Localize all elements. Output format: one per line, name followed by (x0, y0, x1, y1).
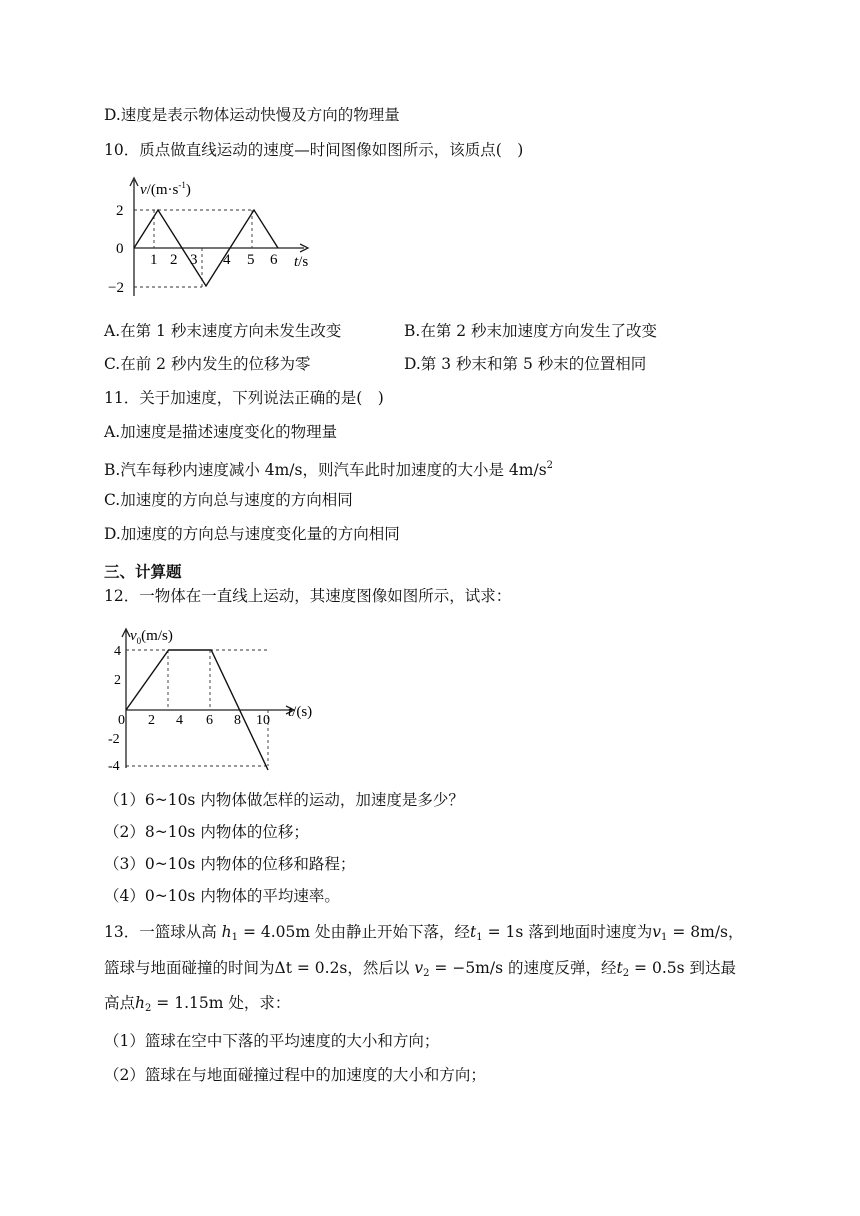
q13-sub2: （2）篮球在与地面碰撞过程中的加速度的大小和方向； (104, 1066, 486, 1084)
q10-stem: 10．质点做直线运动的速度—时间图像如图所示，该质点( ) (104, 141, 524, 159)
q12-sub4: （4）0~10s 内物体的平均速率。 (104, 887, 340, 905)
y-tick-neg4: -4 (108, 759, 120, 772)
x-tick-6: 6 (270, 252, 278, 268)
x-tick-0: 0 (118, 713, 125, 728)
y-axis-label: $v_0(m/s)$ (130, 628, 173, 646)
q11-option-d: D.加速度的方向总与速度变化量的方向相同 (104, 525, 400, 543)
x-tick-5: 5 (247, 252, 255, 268)
y-tick-2: 2 (116, 203, 124, 219)
y-tick-neg2: -2 (108, 732, 120, 747)
x-tick-1: 1 (150, 252, 158, 268)
q10-option-b: B.在第 2 秒末加速度方向发生了改变 (404, 322, 658, 340)
q10-chart (104, 174, 324, 304)
x-tick-8: 8 (234, 713, 241, 728)
y-axis-label: $v/(m\cdot s^{-1})$ (140, 180, 191, 198)
q11-option-b: B.汽车每秒内速度减小 4m/s，则汽车此时加速度的大小是 $4m/s^2$ (104, 460, 554, 479)
q13-line3: 高点$h_2 = 1.15m$ 处，求： (104, 994, 291, 1014)
q12-sub1: （1）6~10s 内物体做怎样的运动，加速度是多少？ (104, 791, 464, 809)
q11-option-c: C.加速度的方向总与速度的方向相同 (104, 491, 353, 509)
section-heading: 三、计算题 (104, 563, 182, 581)
q11-stem: 11．关于加速度，下列说法正确的是( ) (104, 389, 384, 407)
x-tick-4: 4 (223, 252, 231, 268)
x-axis-label: t/(s) (288, 704, 313, 720)
q13-line1: 13．一篮球从高 $h_1 = 4.05m$ 处由静止开始下落，经$t_1 = 1s$ 落到地面时速度为$v_1 = 8m/s$， (104, 923, 744, 943)
x-axis-label: t/s (294, 254, 309, 270)
q13-sub1: （1）篮球在空中下落的平均速度的大小和方向； (104, 1032, 440, 1050)
x-tick-2: 2 (170, 252, 178, 268)
x-tick-10: 10 (256, 713, 270, 728)
guide-lines (126, 650, 268, 766)
y-tick-4: 4 (114, 644, 121, 659)
q10-option-d: D.第 3 秒末和第 5 秒末的位置相同 (404, 355, 647, 373)
x-tick-4: 4 (176, 713, 183, 728)
x-tick-6: 6 (206, 713, 213, 728)
x-tick-2: 2 (148, 713, 155, 728)
q12-sub2: （2）8~10s 内物体的位移； (104, 823, 309, 841)
q11-option-a: A.加速度是描述速度变化的物理量 (104, 423, 338, 441)
y-tick-0: 0 (116, 241, 124, 257)
q9-option-d: D.速度是表示物体运动快慢及方向的物理量 (104, 106, 400, 124)
q10-option-a: A.在第 1 秒末速度方向未发生改变 (104, 322, 342, 340)
q13-line2: 篮球与地面碰撞的时间为Δt = 0.2s，然后以 $v_2 = -5m/s$ 的速度反弹，经$t_2 = 0.5s$ 到达最 (104, 959, 737, 979)
x-tick-3: 3 (190, 252, 198, 268)
q10-option-c: C.在前 2 秒内发生的位移为零 (104, 355, 311, 373)
q12-sub3: （3）0~10s 内物体的位移和路程； (104, 855, 356, 873)
q12-stem: 12．一物体在一直线上运动，其速度图像如图所示，试求： (104, 587, 512, 605)
y-tick-neg2: −2 (108, 280, 124, 296)
q12-chart (104, 622, 334, 772)
y-tick-2: 2 (114, 673, 121, 688)
